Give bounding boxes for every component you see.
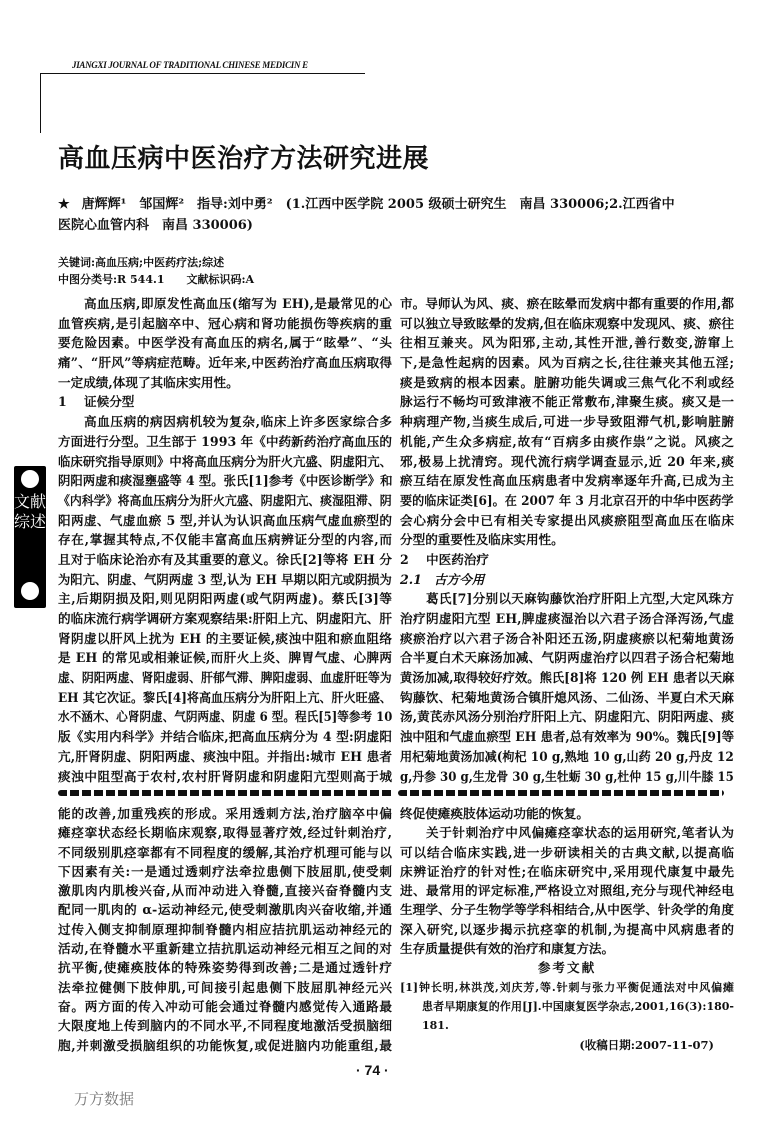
page-number: · 74 · — [356, 1062, 389, 1078]
bottom-right-column — [400, 804, 734, 1055]
paragraph-line: 配同一肌肉的 α-运动神经元,使受刺激肌肉兴奋收缩,并通 — [58, 902, 392, 918]
heading-number: 2.1 — [400, 571, 422, 587]
left-column — [58, 294, 392, 786]
paragraph-line: 要的临床证类[6]。在 2007 年 3 月北京召开的中华中医药学 — [400, 492, 734, 508]
paragraph-line: 种病理产物,当痰生成后,可进一步导致阻滞气机,影响脏腑 — [400, 414, 734, 430]
paragraph-line: 为阳亢、阴虚、气阴两虚 3 型,认为 EH 早期以阳亢或阴损为 — [58, 571, 392, 587]
paragraph-line: 瘫痉挛状态经长期临床观察,取得显著疗效,经过针刺治疗, — [58, 825, 392, 841]
circle-icon — [21, 470, 39, 488]
paragraph-line: 主,后期阴损及阳,则见阴阳两虚(或气阴两虚)。蔡氏[3]等 — [58, 591, 392, 607]
paragraph-line: 机能,产生众多病症,故有“百病多由痰作祟”之说。风痰之 — [400, 433, 734, 449]
side-tab-label: 文献综述 — [14, 492, 47, 531]
paragraph-line: 汤,黄芪赤风汤分别治疗肝阳上亢、阴虚阳亢、阴阳两虚、痰 — [400, 709, 734, 725]
circle-icon — [21, 582, 39, 600]
paragraph-line: 胞,并刺激受损脑组织的功能恢复,或促进脑内功能重组,最 — [58, 1037, 392, 1053]
paragraph-line: 血管疾病,是引起脑卒中、冠心病和肾功能损伤等疾病的重 — [58, 315, 392, 331]
paragraph-line: 痰浊中阻型高于农村,农村肝肾阴虚和阴虚阳亢型则高于城 — [58, 768, 392, 784]
heading-number: 2 — [400, 551, 409, 567]
paragraph-line: 临床研究指导原则》中将高血压病分为肝火亢盛、阴虚阳亢、 — [58, 453, 393, 469]
paragraph-line: 下因素有关:一是通过透刺疗法牵拉患侧下肢屈肌,使受刺 — [58, 863, 392, 879]
paragraph-line: 不同级别肌痉挛都有不同程度的缓解,其治疗机理可能与以 — [58, 844, 392, 860]
reference-line: 181. — [422, 1019, 449, 1033]
paragraph-line: EH 其它次证。黎氏[4]将高血压病分为肝阳上亢、肝火旺盛、 — [58, 689, 392, 705]
journal-header: JIANGXI JOURNAL OF TRADITIONAL CHINESE MEDICIN E — [72, 60, 308, 70]
reference-line: 患者早期康复的作用[J].中国康复医学杂志,2001,16(3):180- — [422, 999, 734, 1013]
paragraph-line: g,丹参 30 g,生龙骨 30 g,生牡蛎 30 g,杜仲 15 g,川牛膝 15 — [400, 768, 734, 784]
article-meta — [58, 254, 254, 288]
bottom-left-column — [58, 804, 392, 1055]
paragraph-line: 是 EH 的常见或相兼证候,而肝火上炎、脾胃气虚、心脾两 — [58, 650, 392, 666]
affiliation: (1.江西中医学院 2005 级硕士研究生 南昌 330006;2.江西省中 — [285, 197, 675, 212]
paragraph-line: 终促使瘫痪肢体运动功能的恢复。 — [400, 806, 589, 821]
paragraph-line: 脉运行不畅均可致津液不能正常敷布,津聚生痰。痰又是一 — [400, 394, 734, 410]
paragraph-line: 治疗阴虚阳亢型 EH,脾虚痰湿治以六君子汤合泽泻汤,气虚 — [400, 611, 734, 626]
author-block — [58, 194, 738, 236]
paragraph-line: 高血压病,即原发性高血压(缩写为 EH),是最常见的心 — [84, 296, 392, 311]
paragraph-line: 生理学、分子生物学等学科相结合,从中医学、针灸学的角度 — [400, 902, 734, 918]
paragraph-line: 关于针刺治疗中风偏瘫痉挛状态的运用研究,笔者认为 — [426, 825, 734, 841]
reference-line: [1]钟长明,林洪茂,刘庆芳,等.针刺与张力平衡促通法对中风偏瘫 — [400, 980, 734, 994]
star-icon: ★ — [58, 197, 70, 212]
paragraph-line: 会心病分会中已有相关专家提出风痰瘀阻型高血压在临床 — [400, 512, 734, 528]
paragraph-line: 抗平衡,使瘫痪肢体的特殊姿势得到改善;二是通过透针疗 — [58, 960, 392, 976]
author-line — [58, 194, 738, 215]
paragraph-line: 高血压病的病因病机较为复杂,临床上许多医家综合多 — [84, 414, 392, 430]
header-rule — [40, 73, 365, 74]
paragraph-line: 阴阳两虚和痰湿壅盛等 4 型。张氏[1]参考《中医诊断学》和 — [58, 473, 393, 489]
paragraph-line: 痛”、“肝风”等病症范畴。近年来,中医药治疗高血压病取得 — [58, 355, 392, 371]
section-side-tab — [14, 466, 46, 608]
paragraph-line: 方面进行分型。卫生部于 1993 年《中药新药治疗高血压的 — [58, 433, 392, 449]
section-heading — [400, 550, 734, 570]
watermark-text: 万方数据 — [74, 1090, 135, 1108]
paragraph-line: 大限度地上传到脑内的不同水平,不同程度地激活受损脑细 — [58, 1018, 392, 1034]
paragraph-line: 阳两虚、气虚血瘀 5 型,并认为认识高血压病气虚血瘀型的 — [58, 512, 392, 528]
received-date: (收稿日期:2007-11-07) — [579, 1037, 714, 1052]
references-heading: 参考文献 — [537, 960, 597, 976]
paragraph-line: 痰是致病的根本因素。脏腑功能失调或三焦气化不利或经 — [400, 374, 734, 390]
paragraph-line: 分型的重要性及临床实用性。 — [400, 532, 564, 548]
paragraph-line: 床辨证治疗的针对性;在临床研究中,采用现代康复中最先 — [400, 863, 734, 879]
paragraph-line: 可以结合临床实践,进一步研读相关的古典文献,以提高临 — [400, 844, 734, 860]
paragraph-line: 瘀互结在原发性高血压病患者中发病率逐年升高,已成为主 — [400, 473, 734, 489]
heading-text: 古方今用 — [434, 571, 485, 587]
classification: 中图分类号:R 544.1 文献标识码:A — [58, 273, 255, 286]
header-vertical-rule — [40, 73, 41, 133]
keywords: 关键词:高血压病;中医药疗法;综述 — [58, 256, 225, 269]
paragraph-line: 深入研究,以逐步揭示抗痉挛的机制,为提高中风病患者的 — [400, 921, 734, 937]
paragraph-line: 钩藤饮、杞菊地黄汤合镇肝熄风汤、二仙汤、半夏白术天麻 — [400, 689, 734, 705]
paragraph-line: 肾阴虚以肝风上扰为 EH 的主要证候,痰浊中阻和瘀血阻络 — [58, 630, 392, 646]
paragraph-line: 痰瘀治疗以六君子汤合补阳还五汤,阴虚痰瘀以杞菊地黄汤 — [400, 630, 734, 646]
right-column — [400, 294, 734, 786]
paragraph-line: 法牵拉健侧下肢伸肌,可间接引起患侧下肢屈肌神经元兴 — [58, 979, 392, 995]
paragraph-line: 过传入侧支抑制原理抑制脊髓内相应拮抗肌运动神经元的 — [58, 921, 392, 937]
paragraph-line: 存在,掌握其特点,不仅能丰富高血压病辨证分型的内容,而 — [58, 532, 392, 548]
paragraph-line: 可以独立导致眩晕的发病,但在临床观察中发现风、痰、瘀往 — [400, 315, 734, 331]
paragraph-line: 激肌肉内肌梭兴奋,从而冲动进入脊髓,直接兴奋脊髓内支 — [58, 883, 392, 899]
author-names: 唐辉辉¹ 邹国辉² 指导:刘中勇² — [81, 197, 273, 212]
paragraph-line: 的临床流行病学调研方案观察结果:肝阳上亢、阴虚阳亢、肝 — [58, 611, 392, 626]
paragraph-line: 虚、阴阳两虚、肾阳虚弱、肝郁气滞、脾阳虚弱、血虚肝旺等为 — [58, 670, 392, 686]
paragraph-line: 进、最常用的评定标准,严格设立对照组,充分与现代神经电 — [400, 883, 734, 899]
paragraph-line: 市。导师认为风、痰、瘀在眩晕而发病中都有重要的作用,都 — [400, 296, 734, 311]
article-title: 高血压病中医治疗方法研究进展 — [58, 144, 430, 174]
heading-text: 证候分型 — [84, 394, 135, 410]
paragraph-line: 往相互兼夹。风为阳邪,主动,其性开泄,善行数变,游窜上 — [400, 335, 734, 351]
paragraph-line: 合半夏白术天麻汤加减、气阴两虚治疗以四君子汤合杞菊地 — [400, 650, 734, 666]
paragraph-line: 生存质量提供有效的治疗和康复方法。 — [400, 941, 615, 957]
paragraph-line: 能的改善,加重残疾的形成。采用透刺方法,治疗脑卒中偏 — [58, 806, 392, 821]
paragraph-line: 浊中阻和气虚血瘀型 EH 患者,总有效率为 90%。魏氏[9]等 — [400, 729, 735, 745]
ornamental-divider — [398, 790, 724, 796]
paragraph-line: 亢,肝肾阴虚、阴阳两虚、痰浊中阻。并指出:城市 EH 患者 — [58, 748, 392, 764]
paragraph-line: 邪,极易上扰清窍。现代流行病学调查显示,近 20 年来,痰 — [400, 453, 734, 469]
paragraph-line: 《内科学》将高血压病分为肝火亢盛、阴虚阳亢、痰湿阻滞、阴 — [58, 492, 392, 508]
paragraph-line: 黄汤加减,取得较好疗效。熊氏[8]将 120 例 EH 患者以天麻 — [400, 670, 735, 686]
paragraph-line: 用杞菊地黄汤加减(枸杞 10 g,熟地 10 g,山药 20 g,丹皮 12 — [400, 748, 734, 764]
paragraph-line: 奋。两方面的传入冲动可能会通过脊髓内感觉传入通路最 — [58, 998, 392, 1014]
paragraph-line: 水不涵木、心肾阴虚、气阴两虚、阴虚 6 型。程氏[5]等参考 10 — [58, 709, 393, 725]
paragraph-line: 活动,在脊髓水平重新建立拮抗肌运动神经元相互之间的对 — [58, 941, 392, 957]
ornamental-divider — [58, 790, 394, 796]
heading-number: 1 — [58, 394, 67, 410]
paragraph-line: 一定成绩,体现了其临床实用性。 — [58, 374, 239, 390]
paragraph-line: 下,是急性起病的因素。风为百病之长,往往兼夹其他五淫; — [400, 355, 734, 371]
subsection-heading — [400, 570, 734, 590]
paragraph-line: 葛氏[7]分别以天麻钩藤饮治疗肝阳上亢型,大定风珠方 — [426, 591, 734, 607]
paragraph-line: 且对于临床论治亦有及其重要的意义。徐氏[2]等将 EH 分 — [58, 551, 392, 567]
paragraph-line: 版《实用内科学》并结合临床,把高血压病分为 4 型:阴虚阳 — [58, 729, 392, 745]
heading-text: 中医药治疗 — [426, 551, 489, 567]
affiliation-cont: 医院心血管内科 南昌 330006) — [58, 218, 253, 233]
section-heading — [58, 392, 392, 412]
paragraph-line: 要危险因素。中医学没有高血压的病名,属于“眩晕”、“头 — [58, 335, 392, 351]
